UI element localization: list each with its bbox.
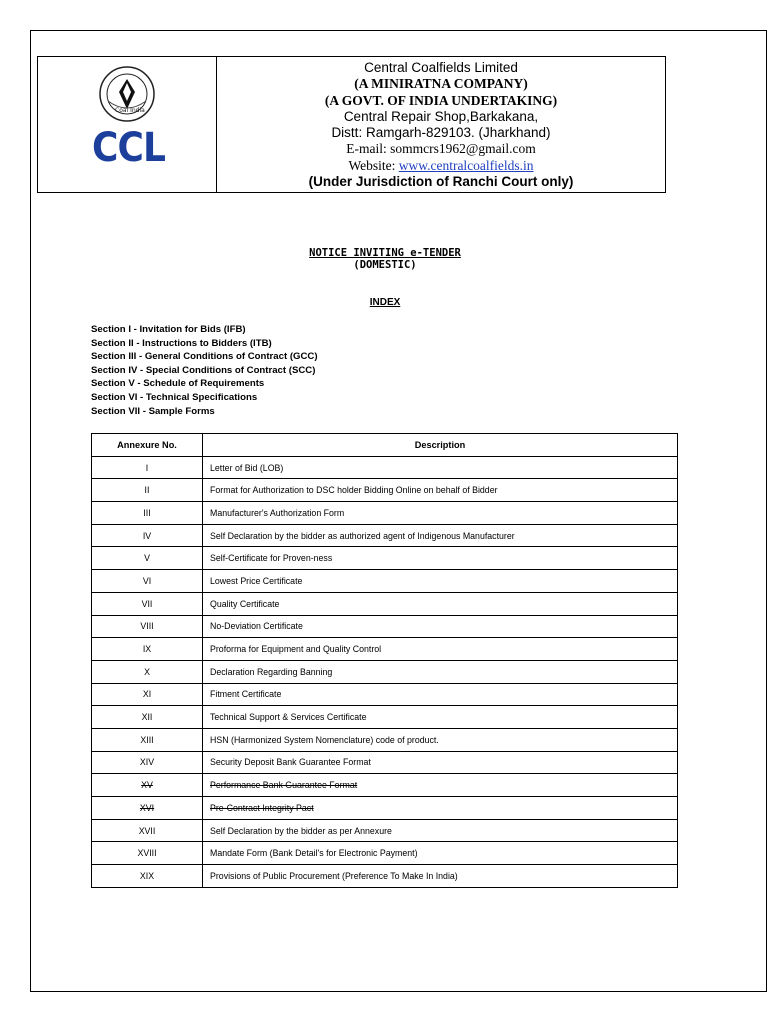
ccl-wordmark: CCL bbox=[92, 125, 166, 171]
description-text: Technical Support & Services Certificate bbox=[210, 712, 367, 723]
annexure-number: V bbox=[92, 547, 203, 570]
description-text: Format for Authorization to DSC holder Bidding Online on behalf of Bidder bbox=[210, 485, 498, 496]
section-item: Section IV - Special Conditions of Contract (SCC) bbox=[91, 364, 316, 376]
description-text: Fitment Certificate bbox=[210, 689, 282, 700]
annexure-number: XIX bbox=[92, 865, 203, 888]
table-row bbox=[92, 797, 678, 820]
table-row bbox=[92, 706, 678, 729]
annexure-number: VIII bbox=[92, 615, 203, 638]
annexure-number: VI bbox=[92, 570, 203, 593]
section-item: Section VI - Technical Specifications bbox=[91, 391, 258, 403]
annexure-description bbox=[203, 524, 678, 547]
annexure-number: XVIII bbox=[92, 842, 203, 865]
annexure-number: III bbox=[92, 502, 203, 525]
description-text: Lowest Price Certificate bbox=[210, 575, 303, 586]
index-title: INDEX bbox=[369, 297, 401, 308]
annexure-number: XI bbox=[92, 683, 203, 706]
annexure-description bbox=[203, 479, 678, 502]
section-item: Section V - Schedule of Requirements bbox=[91, 378, 265, 390]
description-text: Proforma for Equipment and Quality Control bbox=[210, 644, 382, 655]
coal-india-emblem-icon bbox=[98, 65, 156, 123]
annexure-number: XVII bbox=[92, 819, 203, 842]
section-item: Section III - General Conditions of Contract (GCC) bbox=[91, 351, 318, 363]
annexure-number: XVI bbox=[92, 797, 203, 820]
jurisdiction-note: (Under Jurisdiction of Ranchi Court only) bbox=[308, 174, 574, 190]
section-list bbox=[91, 323, 318, 418]
table-row bbox=[92, 615, 678, 638]
section-item: Section I - Invitation for Bids (IFB) bbox=[91, 324, 246, 335]
notice-subtitle: (DOMESTIC) bbox=[353, 259, 417, 271]
annexure-description bbox=[203, 819, 678, 842]
table-row bbox=[92, 819, 678, 842]
email-address: sommcrs1962@gmail.com bbox=[386, 141, 536, 157]
letterhead bbox=[37, 56, 666, 193]
description-text: Self Declaration by the bidder as per Annexure bbox=[210, 825, 392, 836]
email-line bbox=[217, 141, 665, 157]
company-type: (A MINIRATNA COMPANY) bbox=[354, 76, 528, 92]
table-row bbox=[92, 502, 678, 525]
logo-cell bbox=[38, 57, 217, 192]
annexure-description bbox=[203, 456, 678, 479]
annexure-number: XV bbox=[92, 774, 203, 797]
email-label: E-mail: bbox=[346, 141, 387, 157]
notice-title: NOTICE INVITING e-TENDER bbox=[309, 247, 461, 259]
annexure-description bbox=[203, 751, 678, 774]
unit-address: Central Repair Shop,Barkakana, bbox=[343, 108, 539, 124]
annexure-description bbox=[203, 615, 678, 638]
govt-status: (A GOVT. OF INDIA UNDERTAKING) bbox=[324, 92, 558, 108]
annexure-description bbox=[203, 592, 678, 615]
annexure-description bbox=[203, 706, 678, 729]
annexure-number: IX bbox=[92, 638, 203, 661]
company-name: Central Coalfields Limited bbox=[364, 60, 518, 75]
table-row bbox=[92, 479, 678, 502]
description-text: Self Declaration by the bidder as authorized agent of Indigenous Manufacturer bbox=[210, 530, 515, 541]
annexure-description bbox=[203, 774, 678, 797]
table-row bbox=[92, 728, 678, 751]
annexure-number: II bbox=[92, 479, 203, 502]
header-description: Description bbox=[203, 434, 678, 457]
annexure-description bbox=[203, 638, 678, 661]
table-row bbox=[92, 638, 678, 661]
annexure-number: I bbox=[92, 456, 203, 479]
annexure-number: XII bbox=[92, 706, 203, 729]
annexure-description bbox=[203, 797, 678, 820]
description-text: Security Deposit Bank Guarantee Format bbox=[210, 757, 371, 768]
table-row bbox=[92, 842, 678, 865]
table-row bbox=[92, 547, 678, 570]
description-text: Self-Certificate for Proven-ness bbox=[210, 553, 333, 564]
description-text: HSN (Harmonized System Nomenclature) code of product. bbox=[210, 734, 439, 745]
annexure-number: XIII bbox=[92, 728, 203, 751]
table-row bbox=[92, 774, 678, 797]
description-text: Provisions of Public Procurement (Preference To Make In India) bbox=[210, 870, 458, 881]
annexure-number: VII bbox=[92, 592, 203, 615]
annexure-number: IV bbox=[92, 524, 203, 547]
description-text: Performance Bank Guarantee Format bbox=[210, 780, 358, 791]
notice-heading bbox=[0, 247, 770, 271]
emblem-caption: Coal India bbox=[115, 107, 145, 114]
description-text: Declaration Regarding Banning bbox=[210, 666, 333, 677]
annexure-description bbox=[203, 842, 678, 865]
website-label: Website: bbox=[348, 157, 399, 173]
description-text: No-Deviation Certificate bbox=[210, 621, 303, 632]
annexure-number: XIV bbox=[92, 751, 203, 774]
annexure-description bbox=[203, 683, 678, 706]
company-info bbox=[217, 57, 665, 192]
description-text: Manufacturer's Authorization Form bbox=[210, 507, 345, 518]
description-text: Pre-Contract Integrity Pact bbox=[210, 802, 314, 813]
table-row bbox=[92, 683, 678, 706]
annexure-description bbox=[203, 728, 678, 751]
table-header-row bbox=[92, 434, 678, 457]
description-text: Quality Certificate bbox=[210, 598, 280, 609]
annexure-description bbox=[203, 502, 678, 525]
website-link[interactable]: www.centralcoalfields.in bbox=[398, 157, 534, 173]
section-item: Section II - Instructions to Bidders (ITB) bbox=[91, 337, 272, 349]
table-row bbox=[92, 865, 678, 888]
section-item: Section VII - Sample Forms bbox=[91, 405, 215, 417]
annexure-description bbox=[203, 865, 678, 888]
annexure-number: X bbox=[92, 660, 203, 683]
table-row bbox=[92, 592, 678, 615]
header-annexure-no: Annexure No. bbox=[92, 434, 203, 457]
table-row bbox=[92, 524, 678, 547]
annexure-description bbox=[203, 570, 678, 593]
website-line bbox=[217, 158, 665, 174]
table-row bbox=[92, 570, 678, 593]
annexure-table bbox=[91, 433, 678, 888]
district-address: Distt: Ramgarh-829103. (Jharkhand) bbox=[331, 125, 551, 141]
annexure-description bbox=[203, 547, 678, 570]
annexure-description bbox=[203, 660, 678, 683]
table-row bbox=[92, 456, 678, 479]
description-text: Letter of Bid (LOB) bbox=[210, 462, 284, 473]
table-row bbox=[92, 751, 678, 774]
table-row bbox=[92, 660, 678, 683]
description-text: Mandate Form (Bank Detail's for Electronic Payment) bbox=[210, 848, 418, 859]
